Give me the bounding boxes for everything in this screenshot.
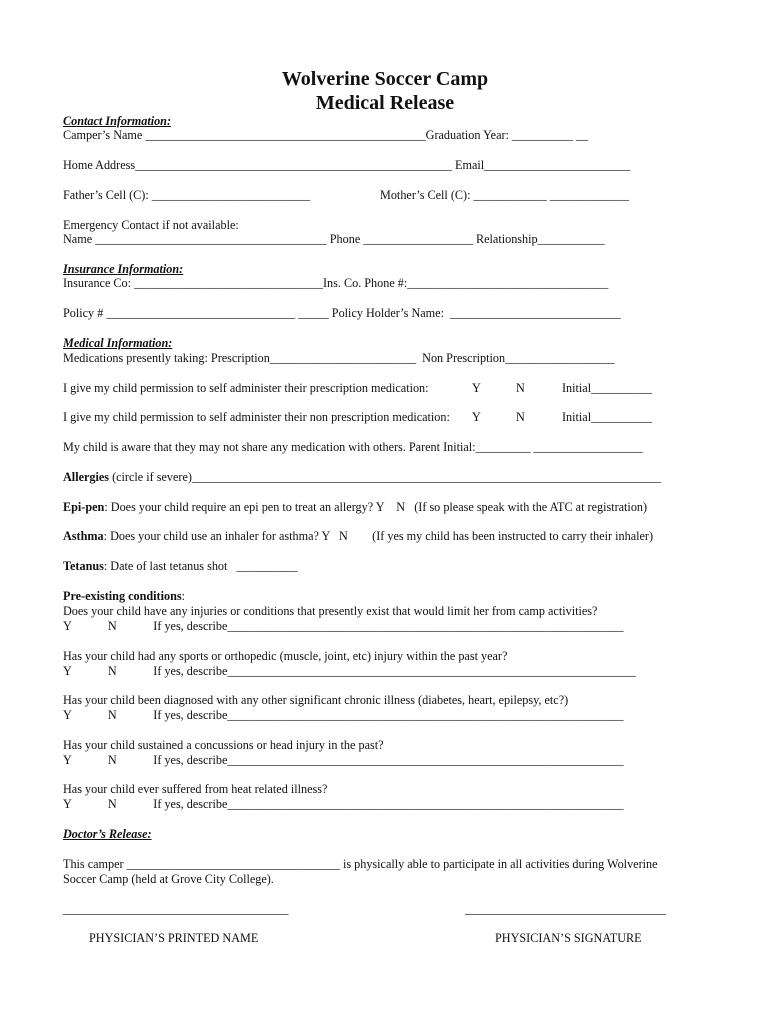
self-admin-rx-yes[interactable]: Y xyxy=(472,381,481,395)
preexisting-question: Has your child ever suffered from heat related illness? xyxy=(63,782,328,796)
self-admin-rx-no[interactable]: N xyxy=(516,381,525,395)
preexisting-header: Pre-existing conditions: xyxy=(63,589,185,603)
emergency-contact-fields[interactable]: Name ______________________________________ Phone __________________ Relationship___________ xyxy=(63,232,605,246)
tetanus-field[interactable] xyxy=(63,559,298,574)
policy-field[interactable]: Policy # _______________________________ _____ Policy Holder’s Name: ____________________________ xyxy=(63,306,621,320)
mothers-cell-field[interactable]: Mother’s Cell (C): ____________ _____________ xyxy=(380,188,629,202)
preexisting-label: Pre-existing conditions xyxy=(63,589,182,603)
preexisting-answer[interactable]: Y N If yes, describe___________________________________________________________________ xyxy=(63,664,636,678)
doctor-release-header: Doctor’s Release: xyxy=(63,827,152,841)
self-admin-nonrx-yes[interactable]: Y xyxy=(472,410,481,424)
preexisting-answer[interactable]: Y N If yes, describe_________________________________________________________________ xyxy=(63,797,624,811)
signature-line[interactable]: _________________________________ xyxy=(465,902,667,916)
contact-section-header: Contact Information: xyxy=(63,114,172,128)
asthma-text: : Does your child use an inhaler for asthma? Y N (If yes my child has been instructed to carry their inhaler) xyxy=(103,529,654,543)
preexisting-question: Has your child had any sports or orthopedic (muscle, joint, etc) injury within the past year? xyxy=(63,649,508,663)
asthma-label: Asthma xyxy=(63,529,104,543)
epipen-text: : Does your child require an epi pen to treat an allergy? Y N (If so please speak with the ATC at registration) xyxy=(104,500,648,514)
tetanus-label: Tetanus xyxy=(63,559,104,573)
preexisting-question: Has your child been diagnosed with any other significant chronic illness (diabetes, heart, epilepsy, etc?) xyxy=(63,693,569,707)
insurance-company-field[interactable]: Insurance Co: _______________________________Ins. Co. Phone #:_________________________________ xyxy=(63,276,609,290)
form-subtitle: Medical Release xyxy=(315,92,455,114)
self-admin-rx-question: I give my child permission to self administer their prescription medication: xyxy=(63,381,429,395)
allergies-field[interactable] xyxy=(63,470,661,485)
preexisting-question: Does your child have any injuries or conditions that presently exist that would limit her from camp activities? xyxy=(63,604,598,618)
self-admin-rx-initial[interactable]: Initial__________ xyxy=(562,381,653,395)
medications-field[interactable]: Medications presently taking: Prescription________________________ Non Prescription__________________ xyxy=(63,351,615,365)
preexisting-answer[interactable]: Y N If yes, describe_________________________________________________________________ xyxy=(63,753,624,767)
asthma-question[interactable] xyxy=(63,529,653,544)
printed-name-label: PHYSICIAN’S PRINTED NAME xyxy=(89,931,259,945)
signature-label: PHYSICIAN’S SIGNATURE xyxy=(495,931,642,945)
no-share-parent-initial[interactable]: My child is aware that they may not share any medication with others. Parent Initial:_________ __________________ xyxy=(63,440,644,454)
fathers-cell-field[interactable]: Father’s Cell (C): __________________________ xyxy=(63,188,311,202)
emergency-contact-label: Emergency Contact if not available: xyxy=(63,218,239,232)
doctor-statement-line1[interactable]: This camper ___________________________________ is physically able to participate in all activities during Wolverine xyxy=(63,857,658,871)
preexisting-answer[interactable]: Y N If yes, describe_________________________________________________________________ xyxy=(63,619,624,633)
campers-name-field[interactable]: Camper’s Name ______________________________________________Graduation Year: __________ __ xyxy=(63,128,589,142)
home-address-field[interactable]: Home Address____________________________________________________ Email________________________ xyxy=(63,158,631,172)
self-admin-nonrx-no[interactable]: N xyxy=(516,410,525,424)
preexisting-answer[interactable]: Y N If yes, describe_________________________________________________________________ xyxy=(63,708,624,722)
form-title: Wolverine Soccer Camp xyxy=(281,68,489,90)
self-admin-nonrx-question: I give my child permission to self administer their non prescription medication: xyxy=(63,410,450,424)
allergies-label: Allergies xyxy=(63,470,110,484)
epipen-question[interactable] xyxy=(63,500,647,515)
epipen-label: Epi-pen xyxy=(63,500,105,514)
preexisting-question: Has your child sustained a concussions or head injury in the past? xyxy=(63,738,384,752)
tetanus-text: : Date of last tetanus shot __________ xyxy=(103,559,298,573)
allergies-text: (circle if severe)_____________________________________________________________________________ xyxy=(109,470,662,484)
insurance-section-header: Insurance Information: xyxy=(63,262,184,276)
doctor-statement-line2: Soccer Camp (held at Grove City College). xyxy=(63,872,274,886)
printed-name-line[interactable]: _____________________________________ xyxy=(63,902,289,916)
self-admin-nonrx-initial[interactable]: Initial__________ xyxy=(562,410,653,424)
medical-section-header: Medical Information: xyxy=(63,336,173,350)
